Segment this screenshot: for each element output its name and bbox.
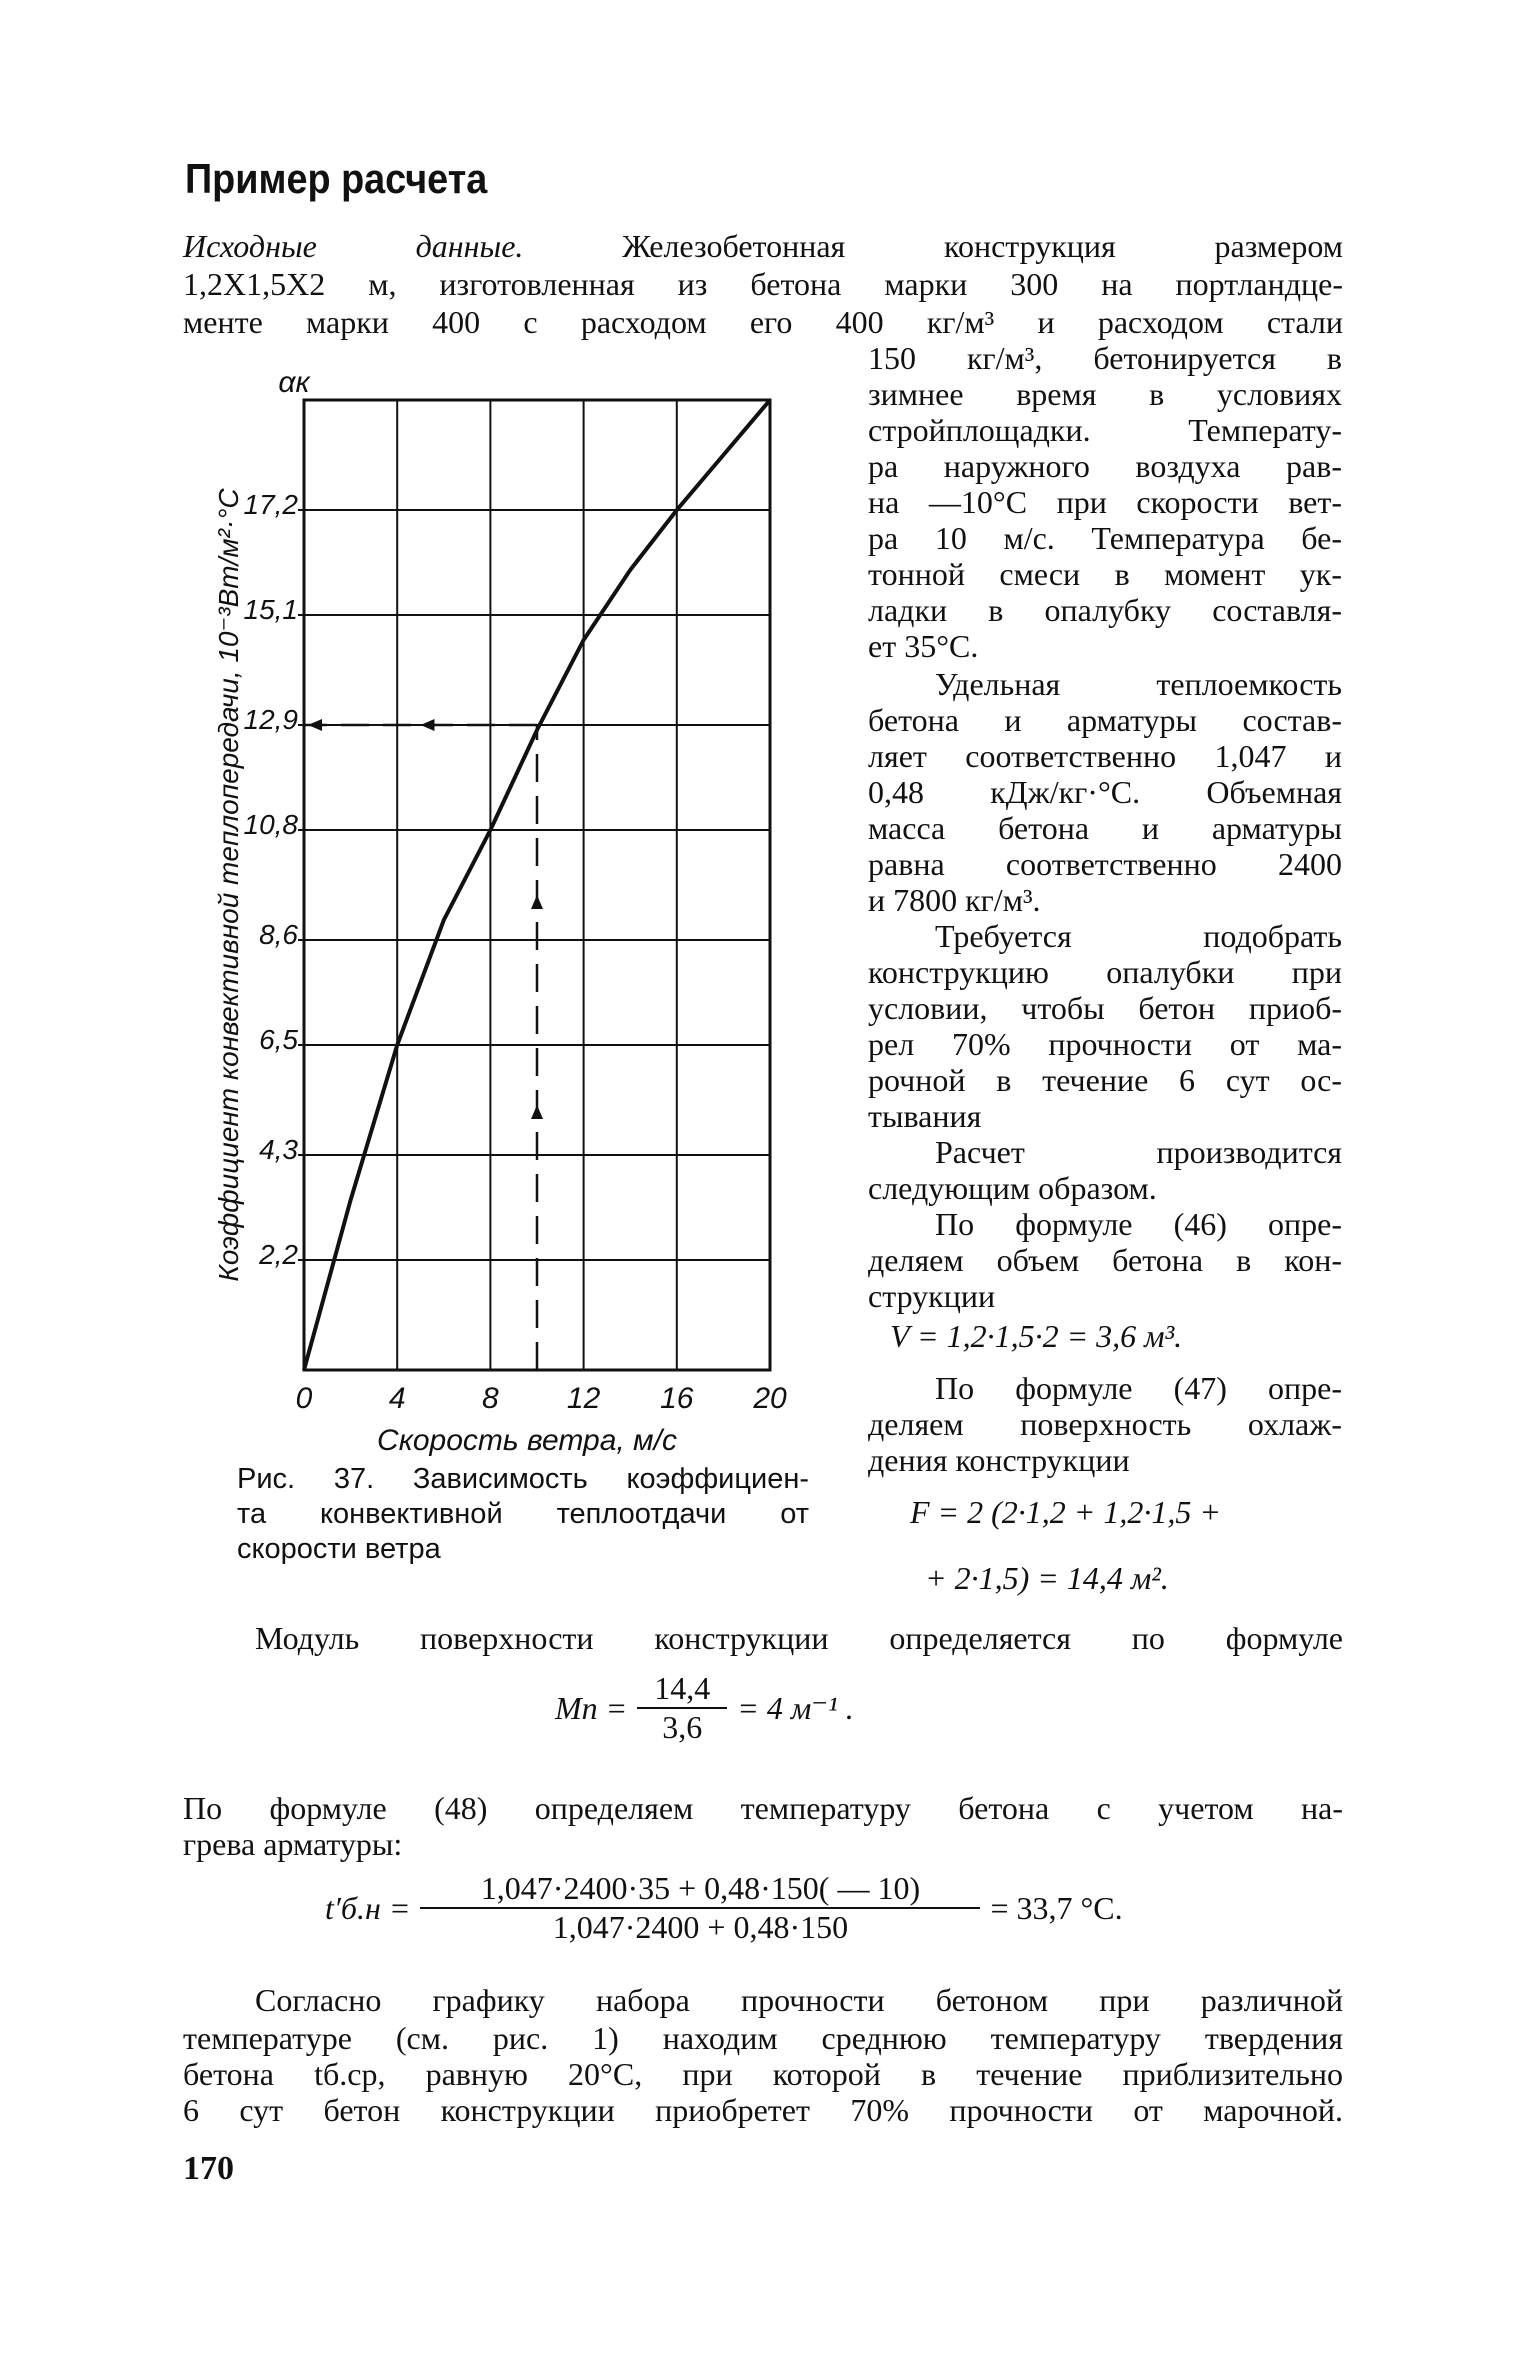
y-tick-label: 4,3 bbox=[259, 1134, 298, 1165]
caption-line-3: скорости ветра bbox=[237, 1533, 441, 1565]
right-column-line: и 7800 кг/м³. bbox=[868, 882, 1041, 918]
right-column-line: рел 70% прочности от ма- bbox=[868, 1026, 1342, 1062]
final-line-3: бетона tб.ср, равную 20°С, при которой в течение приблизительно bbox=[183, 2056, 1343, 2092]
right-column-line: следующим образом. bbox=[868, 1170, 1157, 1206]
formula-surface-1: F = 2 (2·1,2 + 1,2·1,5 + bbox=[910, 1494, 1221, 1530]
chart-grid bbox=[298, 400, 770, 1370]
page-heading: Пример расчета bbox=[185, 155, 488, 202]
right-column-line: на —10°С при скорости вет- bbox=[868, 484, 1342, 520]
right-column-line: деляем объем бетона в кон- bbox=[868, 1242, 1342, 1278]
formula-m-num: 14,4 bbox=[654, 1670, 711, 1706]
right-column-line: рочной в течение 6 сут ос- bbox=[868, 1062, 1342, 1098]
right-column-line: тывания bbox=[868, 1098, 982, 1134]
right-column-line: стройплощадки. Температу- bbox=[868, 412, 1342, 448]
right-column-line: тонной смеси в момент ук- bbox=[868, 556, 1342, 592]
formula-t-rhs: = 33,7 °С. bbox=[990, 1889, 1123, 1926]
right-column-line: ладки в опалубку составля- bbox=[868, 592, 1342, 628]
intro-line-3: менте марки 400 с расходом его 400 кг/м³ и расходом стали bbox=[183, 304, 1343, 340]
right-column-line: 0,48 кДж/кг·°С. Объемная bbox=[868, 774, 1342, 810]
formula48-line-1: По формуле (48) определяем температуру бетона с учетом на- bbox=[183, 1790, 1343, 1826]
page-number: 170 bbox=[183, 2150, 234, 2187]
chart-labels bbox=[213, 366, 787, 1457]
right-column-line: деляем поверхность охлаж- bbox=[868, 1406, 1342, 1442]
formula-temperature bbox=[325, 1870, 1123, 1946]
final-line-4: 6 сут бетон конструкции приобретет 70% прочности от марочной. bbox=[183, 2092, 1343, 2128]
formula-t-num: 1,047·2400·35 + 0,48·150( — 10) bbox=[480, 1870, 921, 1906]
formula-t-den: 1,047·2400 + 0,48·150 bbox=[552, 1909, 849, 1945]
arrow-left-icon bbox=[421, 719, 435, 731]
right-column-line: По формуле (47) опре- bbox=[935, 1370, 1342, 1406]
x-tick-label: 12 bbox=[566, 1382, 601, 1415]
intro-line-2: 1,2Х1,5Х2 м, изготовленная из бетона марки 300 на портландце- bbox=[183, 266, 1343, 302]
caption-line-1: Рис. 37. Зависимость коэффициен- bbox=[237, 1463, 809, 1495]
wind-speed-chart bbox=[213, 366, 820, 1457]
x-axis-label: Скорость ветра, м/с bbox=[377, 1424, 677, 1457]
intro-line1-rest: Железобетонная конструкция размером bbox=[622, 228, 1344, 264]
y-tick-label: 12,9 bbox=[243, 704, 298, 735]
arrow-left-icon bbox=[308, 719, 322, 731]
right-column-line: По формуле (46) опре- bbox=[935, 1206, 1342, 1242]
x-tick-label: 16 bbox=[660, 1382, 694, 1415]
right-column-line: Расчет производится bbox=[935, 1134, 1342, 1170]
formula-t-lhs: t′б.н = bbox=[325, 1889, 411, 1926]
y-tick-label: 10,8 bbox=[243, 809, 298, 840]
final-line-1: Согласно графику набора прочности бетоном при различной bbox=[255, 1982, 1343, 2018]
right-column-line: масса бетона и арматуры bbox=[868, 810, 1342, 846]
y-axis-symbol: αк bbox=[278, 366, 310, 399]
y-tick-label: 15,1 bbox=[243, 594, 298, 625]
y-tick-label: 6,5 bbox=[259, 1024, 298, 1055]
x-tick-label: 0 bbox=[295, 1382, 313, 1415]
formula-surface-2: + 2·1,5) = 14,4 м². bbox=[925, 1560, 1169, 1596]
right-column-line: ра 10 м/с. Температура бе- bbox=[868, 520, 1342, 556]
y-axis-label: Коэффициент конвективной теплопередачи, 10⁻³Вт/м²·°С bbox=[213, 488, 244, 1282]
arrow-up-icon bbox=[531, 1105, 543, 1119]
right-column-line: зимнее время в условиях bbox=[868, 376, 1342, 412]
formula-m-den: 3,6 bbox=[662, 1709, 703, 1745]
right-column-line: дения конструкции bbox=[868, 1442, 1130, 1478]
right-column-line: струкции bbox=[868, 1278, 996, 1314]
final-line-2: температуре (см. рис. 1) находим среднюю температуру твердения bbox=[183, 2020, 1343, 2056]
right-column-line: Требуется подобрать bbox=[935, 918, 1342, 954]
y-tick-label: 17,2 bbox=[243, 489, 298, 520]
right-column-line: ра наружного воздуха рав- bbox=[868, 448, 1342, 484]
caption-line-2: та конвективной теплоотдачи от bbox=[237, 1498, 809, 1530]
intro-line-1 bbox=[183, 228, 1343, 264]
right-column-line: условии, чтобы бетон приоб- bbox=[868, 990, 1342, 1026]
right-column-line: равна соответственно 2400 bbox=[868, 846, 1342, 882]
right-column-line: бетона и арматуры состав- bbox=[868, 702, 1342, 738]
x-tick-label: 8 bbox=[482, 1382, 499, 1415]
chart-plot bbox=[304, 400, 770, 1370]
intro-label: Исходные данные. bbox=[183, 228, 524, 264]
formula-m-lhs: Mп = bbox=[555, 1689, 628, 1726]
formula-modulus bbox=[555, 1670, 854, 1746]
formula-m-rhs: = 4 м⁻¹ . bbox=[737, 1690, 854, 1726]
x-tick-label: 4 bbox=[388, 1382, 406, 1415]
y-tick-label: 8,6 bbox=[259, 919, 298, 950]
figure-caption bbox=[237, 1462, 809, 1567]
formula-volume: V = 1,2·1,5·2 = 3,6 м³. bbox=[890, 1318, 1183, 1354]
right-column-line: 150 кг/м³, бетонируется в bbox=[868, 340, 1342, 376]
right-column-line: конструкцию опалубки при bbox=[868, 954, 1342, 990]
formula48-line-2: грева арматуры: bbox=[183, 1826, 403, 1862]
right-column-line: ляет соответственно 1,047 и bbox=[868, 738, 1342, 774]
right-column-line: Удельная теплоемкость bbox=[935, 666, 1342, 702]
modulus-line: Модуль поверхности конструкции определяется по формуле bbox=[255, 1620, 1343, 1656]
x-tick-label: 20 bbox=[753, 1382, 787, 1415]
arrow-up-icon bbox=[531, 895, 543, 909]
right-column-line: ет 35°С. bbox=[868, 628, 979, 664]
y-tick-label: 2,2 bbox=[259, 1239, 298, 1270]
